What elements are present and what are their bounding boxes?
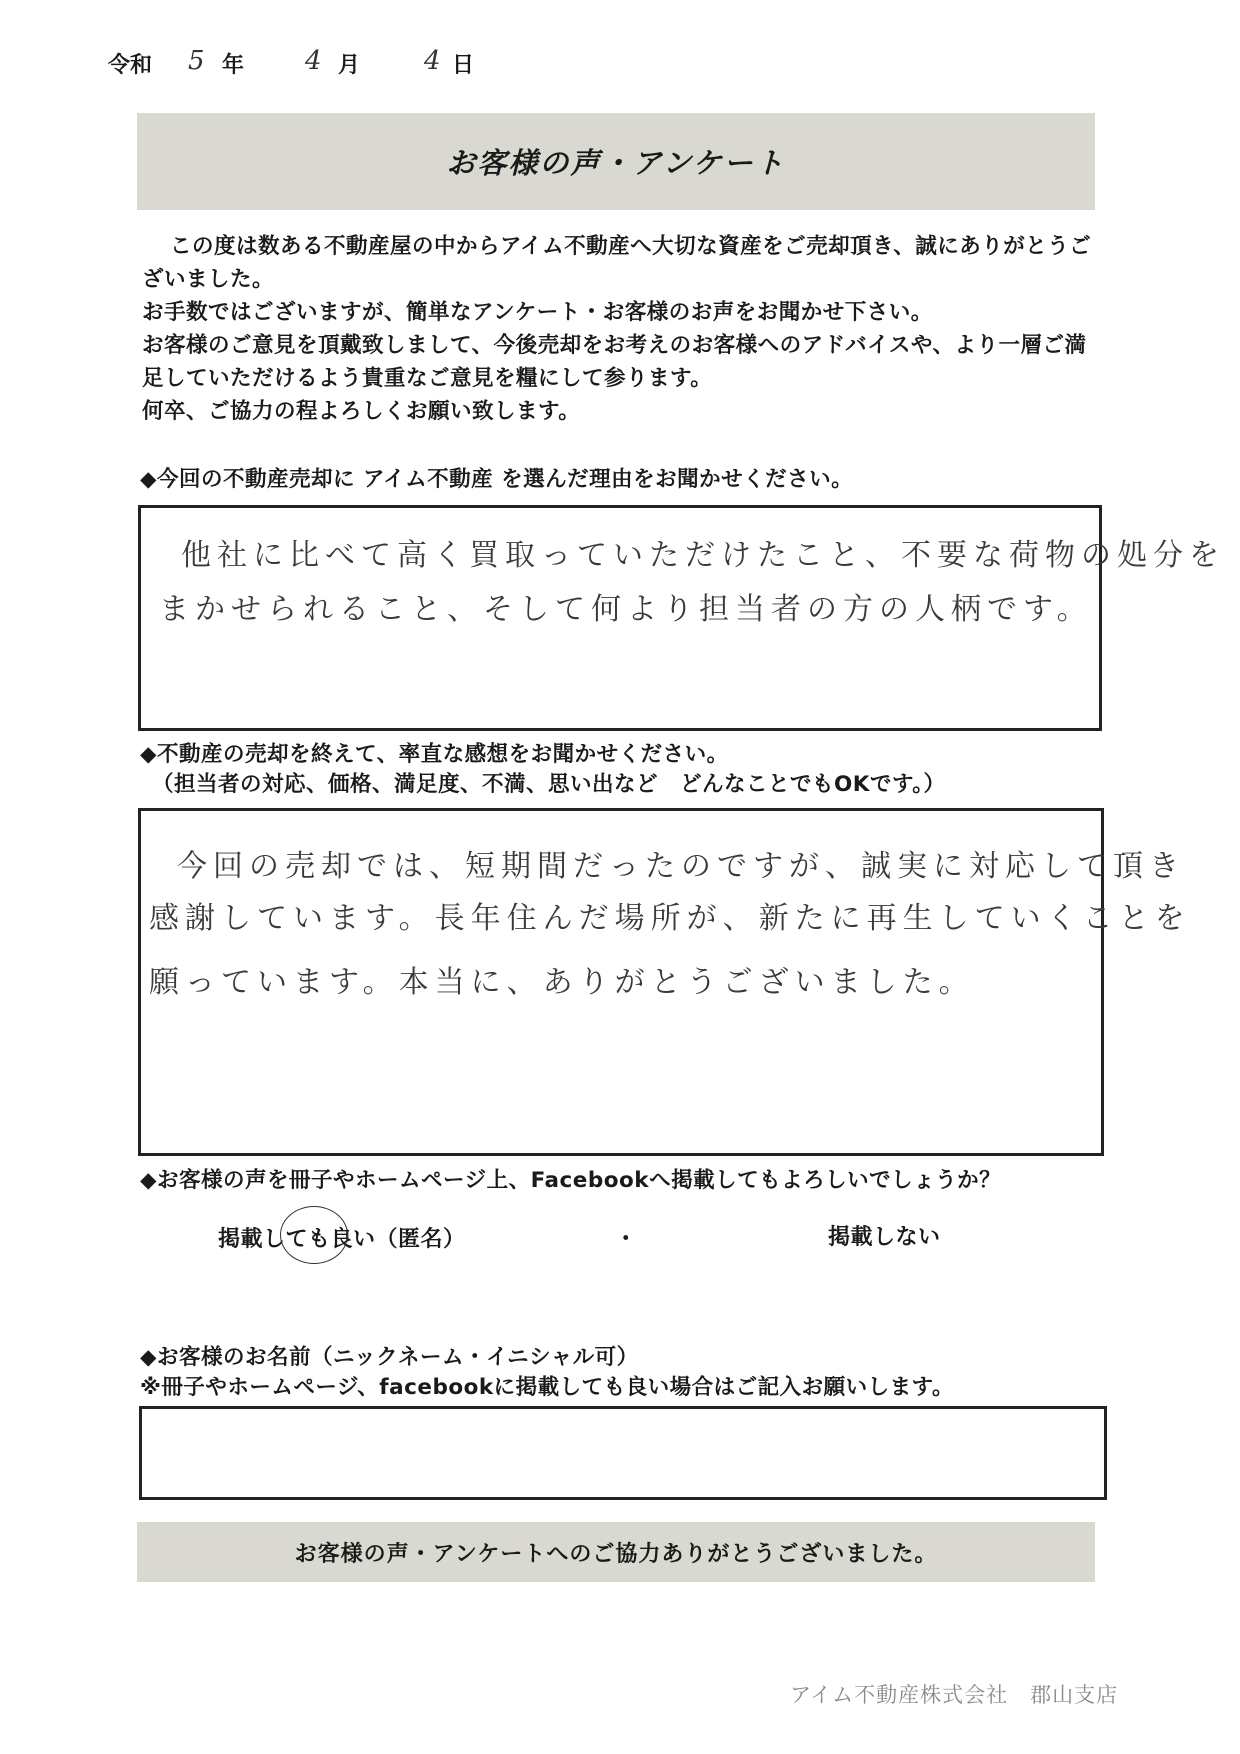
month-label: 月 (338, 53, 361, 78)
q2-sublabel: （担当者の対応、価格、満足度、不満、思い出など どんなことでもOKです。） (152, 772, 946, 797)
title-band (137, 113, 1095, 210)
selection-circle (280, 1206, 348, 1264)
name-field[interactable] (139, 1406, 1107, 1500)
q2-label: ◆不動産の売却を終えて、率直な感想をお聞かせください。 (140, 742, 729, 767)
year-label: 年 (222, 53, 245, 78)
option-separator: ・ (615, 1227, 638, 1252)
q1-label: ◆今回の不動産売却に アイム不動産 を選んだ理由をお聞かせください。 (140, 467, 854, 492)
intro-line: この度は数ある不動産屋の中からアイム不動産へ大切な資産をご売却頂き、誠にありがとうございました。 (142, 234, 1092, 292)
publish-option-yes[interactable]: 掲載しても良い（匿名） (218, 1227, 466, 1252)
page-title: お客様の声・アンケート (446, 146, 786, 180)
q4-label: ◆お客様のお名前（ニックネーム・イニシャル可） (140, 1345, 639, 1370)
q2-answer-box[interactable] (138, 808, 1191, 1156)
month-value: 4 (305, 46, 322, 76)
day-value: 4 (424, 46, 441, 76)
q1-answer-box[interactable] (138, 505, 1225, 731)
footer-thanks: お客様の声・アンケートへのご協力ありがとうございました。 (294, 1541, 938, 1567)
q4-sublabel: ※冊子やホームページ、facebookに掲載しても良い場合はご記入お願いします。 (140, 1375, 954, 1400)
intro-line: お手数ではございますが、簡単なアンケート・お客様のお声をお聞かせ下さい。 (142, 300, 933, 325)
publish-option-no[interactable]: 掲載しない (828, 1225, 941, 1250)
q2-answer-line: 感謝しています。長年住んだ場所が、新たに再生していくことを (149, 901, 1191, 936)
q1-answer-line: まかせられること、そして何より担当者の方の人柄です。 (159, 592, 1093, 627)
intro-line: 何卒、ご協力の程よろしくお願い致します。 (142, 399, 581, 424)
q2-answer-line: 願っています。本当に、ありがとうございました。 (149, 965, 975, 1000)
day-label: 日 (452, 53, 475, 78)
q1-answer-line: 他社に比べて高く買取っていただけたこと、不要な荷物の処分を (181, 538, 1225, 573)
footer-band (137, 1522, 1095, 1582)
year-value: 5 (188, 46, 205, 76)
q2-answer-line: 今回の売却では、短期間だったのですが、誠実に対応して頂き (177, 849, 1185, 884)
era-label: 令和 (108, 53, 153, 78)
company-name: アイム不動産株式会社 郡山支店 (790, 1683, 1119, 1707)
intro-line: お客様のご意見を頂戴致しまして、今後売却をお考えのお客様へのアドバイスや、より一層ご満足していただけるよう貴重なご意見を糧にして参ります。 (142, 333, 1087, 391)
intro-text (142, 230, 1092, 428)
q3-label: ◆お客様の声を冊子やホームページ上、Facebookへ掲載してもよろしいでしょうか？ (140, 1168, 1002, 1193)
